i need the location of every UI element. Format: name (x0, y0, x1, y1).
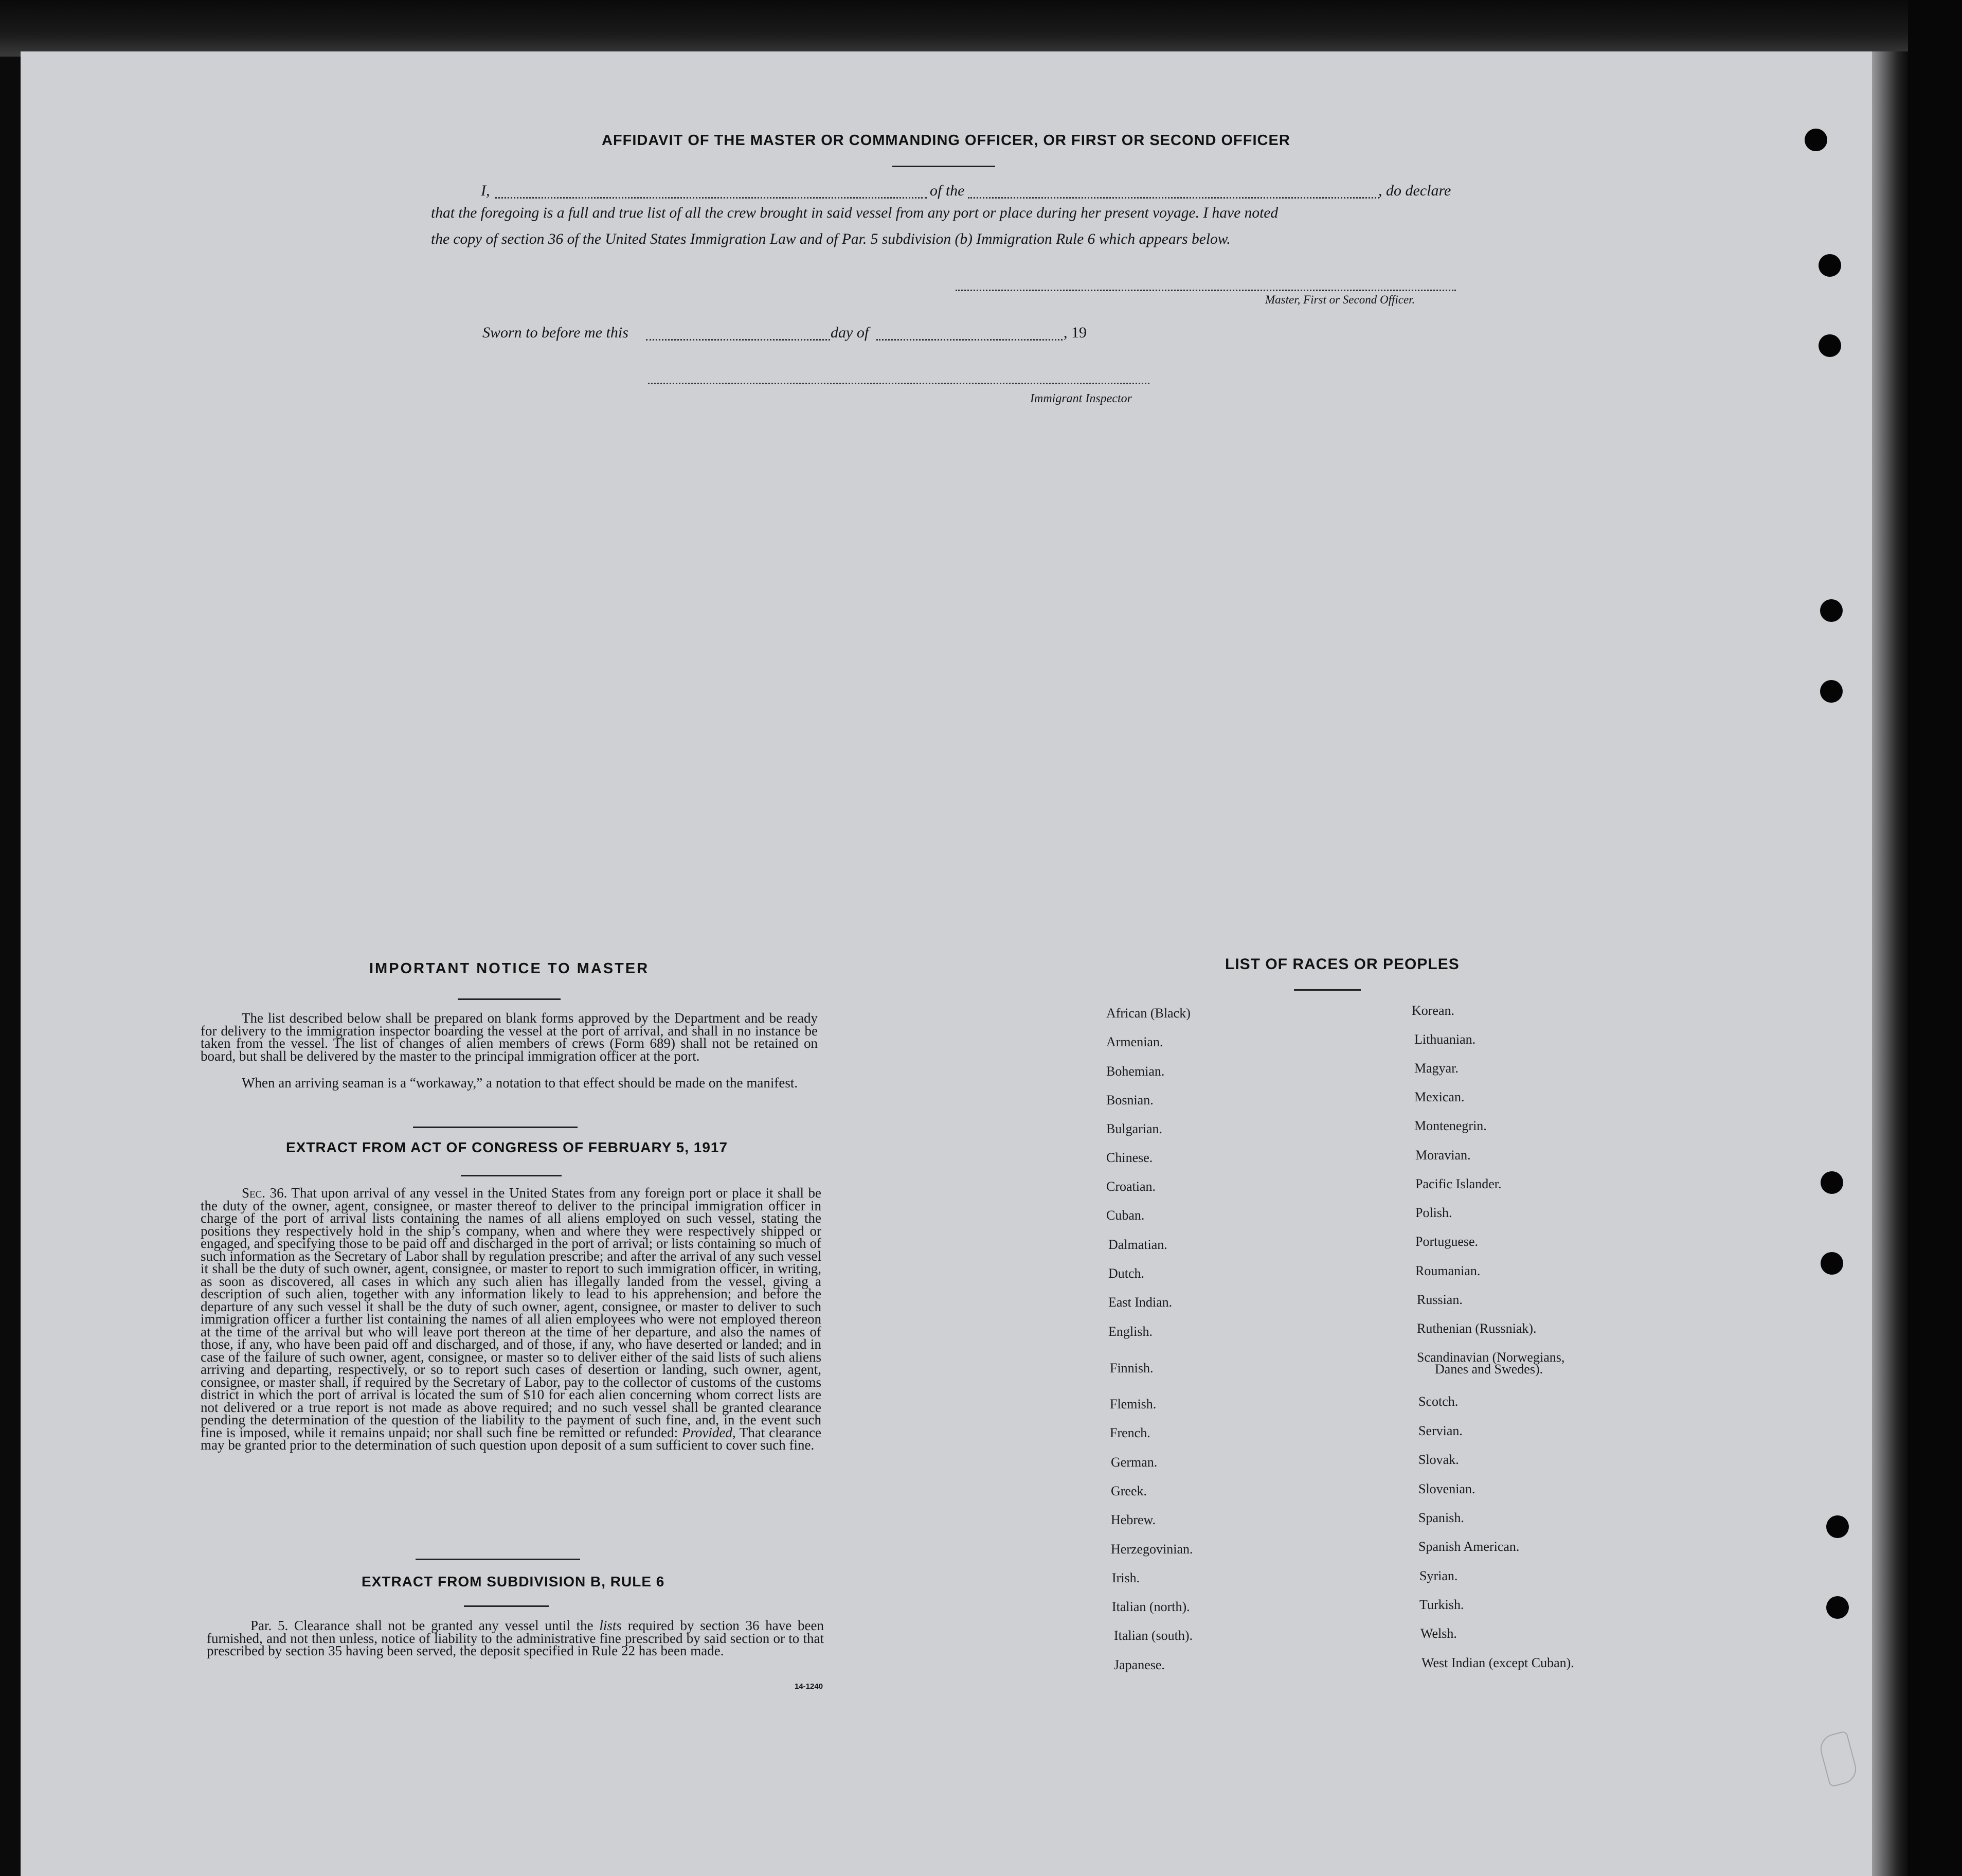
race-item: Italian (south). (1114, 1628, 1193, 1643)
affidavit-of-the-label: of the (930, 182, 965, 199)
race-item: Chinese. (1106, 1150, 1153, 1165)
rule-paragraph (207, 1619, 824, 1657)
race-item: Bulgarian. (1106, 1121, 1163, 1136)
race-item: West Indian (except Cuban). (1421, 1655, 1574, 1670)
race-item: Flemish. (1110, 1397, 1157, 1412)
notice-title: IMPORTANT NOTICE TO MASTER (369, 960, 650, 977)
rule-text-a: Par. 5. Clearance shall not be granted any vessel until the (250, 1618, 593, 1633)
race-item: Greek. (1111, 1484, 1147, 1498)
race-item: Spanish. (1418, 1510, 1464, 1525)
race-item: English. (1108, 1324, 1153, 1339)
race-item: Syrian. (1419, 1568, 1458, 1583)
extract-rule-title: EXTRACT FROM SUBDIVISION B, RULE 6 (362, 1574, 665, 1589)
race-item: Portuguese. (1415, 1234, 1479, 1249)
sworn-day-field[interactable] (646, 339, 830, 341)
day-of-label: day of (831, 324, 869, 341)
scan-top-border (0, 0, 1962, 57)
punch-hole-icon (1821, 1252, 1843, 1275)
race-item: Polish. (1415, 1205, 1452, 1220)
affidavit-i-label: I, (481, 182, 490, 199)
race-item: Dalmatian. (1108, 1237, 1167, 1252)
race-item: East Indian. (1108, 1295, 1173, 1310)
punch-hole-icon (1819, 254, 1841, 277)
race-item: Spanish American. (1418, 1539, 1520, 1554)
lists-word: lists (599, 1618, 622, 1633)
race-item: Scotch. (1418, 1394, 1459, 1409)
section-body: That upon arrival of any vessel in the United States from any foreign port or place it shall be the duty of the owner, agent, consignee, or master thereof to deliver to the principal immigration officer in charge of the port of arrival lists containing the names of all aliens employed on such vessel, stating the positions they respectively hold in the ship’s company, when and where they were respectively shipped or engaged, and specifying those to be paid off and discharged in the port of arrival; or lists containing so much of such information as the Secretary of Labor shall by regulation prescribe; and after the arrival of any such vessel it shall be the duty of such owner, agent, consignee, or master to report to such immigration officer, in writing, as soon as discovered, all cases in which any such alien has illegally landed from the vessel, giving a description of such alien, together with any information likely to lead to his apprehension; and before the departure of any such vessel it shall be the duty of such owner, agent, consignee, or master to deliver to such immigration officer a further list containing the names of all alien employees who were not employed thereon at the time of the arrival but who will leave port thereon at the time of her departure, and also the names of those, if any, who have been paid off and discharged, and of those, if any, who have deserted or landed; and in case of the failure of such owner, agent, consignee, or master so to deliver either of the said lists of such aliens arriving and departing, respectively, or so to report such cases of desertion or landing, such owner, agent, consignee, or master shall, if required by the Secretary of Labor, pay to the collector of customs of the customs district in which the port of arrival is located the sum of $10 for each alien concerning whom correct lists are not delivered or a true report is not made as above required; and no such vessel shall be granted clearance pending the determination of the question of the liability to the payment of such fine, and, in the event such fine is imposed, while it remains unpaid; nor shall such fine be remitted or refunded: (201, 1185, 822, 1440)
divider (458, 998, 561, 1000)
race-item: Servian. (1418, 1423, 1463, 1438)
scandinavian-continuation: Danes and Swedes). (1435, 1362, 1543, 1377)
notice-paragraph-2: When an arriving seaman is a “workaway,” a notation to that effect should be made on the manifest. (242, 1075, 798, 1091)
year-label: , 19 (1064, 324, 1087, 341)
notice-paragraph-1: The list described below shall be prepared on blank forms approved by the Department and be ready for delivery to the immigration inspector boarding the vessel at the port of arrival, and shall in no instance be taken from the vessel. The list of changes of alien members of crews (Form 689) shall not be retained on board, but shall be delivered by the master to the principal immigration officer at the port. (201, 1010, 818, 1064)
race-item: Cuban. (1106, 1208, 1145, 1223)
divider (416, 1559, 580, 1560)
race-item: Dutch. (1108, 1266, 1145, 1281)
vessel-field[interactable] (968, 197, 1379, 199)
form-number: 14-1240 (795, 1682, 823, 1691)
race-item: Armenian. (1106, 1034, 1163, 1049)
divider (461, 1175, 562, 1176)
race-item: Scandinavian (Norwegians, (1417, 1350, 1565, 1365)
race-item: Mexican. (1414, 1089, 1465, 1104)
punch-hole-icon (1805, 129, 1827, 151)
scan-right-border (1908, 0, 1962, 1876)
race-item: Croatian. (1106, 1179, 1156, 1194)
page-edge-shadow (1872, 51, 1908, 1876)
race-item: Moravian. (1415, 1148, 1471, 1163)
section-36-text (201, 1187, 821, 1452)
rule-text-b: required by section 36 have been furnished, and not then unless, notice of liability to the administrative fine prescribed by said section or to that prescribed by section 35 having been served, the deposit specified in Rule 22 has been made. (207, 1618, 824, 1658)
punch-hole-icon (1826, 1515, 1849, 1538)
race-item: Finnish. (1110, 1361, 1154, 1375)
inspector-signature-field[interactable] (648, 383, 1149, 384)
race-item: Turkish. (1419, 1597, 1464, 1612)
race-item: Slovenian. (1418, 1481, 1475, 1496)
race-item: Herzegovinian. (1111, 1542, 1193, 1557)
race-item: Slovak. (1418, 1452, 1459, 1467)
divider (892, 166, 995, 167)
race-item: Bosnian. (1106, 1093, 1154, 1107)
inspector-caption: Immigrant Inspector (1030, 392, 1132, 405)
affidavit-line-2: that the foregoing is a full and true list of all the crew brought in said vessel from any port or place during her present voyage. I have noted (431, 205, 1279, 221)
race-item: Montenegrin. (1414, 1118, 1487, 1133)
race-item: Lithuanian. (1414, 1032, 1476, 1047)
race-item: Pacific Islander. (1415, 1176, 1502, 1191)
sworn-month-field[interactable] (876, 339, 1063, 341)
punch-hole-icon (1819, 334, 1841, 357)
race-item: Magyar. (1414, 1061, 1459, 1076)
form-page (21, 51, 1872, 1876)
divider (1294, 989, 1361, 991)
race-item: African (Black) (1106, 1006, 1191, 1021)
officer-signature-field[interactable] (956, 290, 1456, 291)
race-item: Ruthenian (Russniak). (1417, 1321, 1537, 1336)
extract-act-title: EXTRACT FROM ACT OF CONGRESS OF FEBRUARY 5, 1917 (286, 1139, 728, 1155)
divider (413, 1127, 578, 1128)
race-item: Russian. (1417, 1292, 1463, 1307)
divider (464, 1605, 549, 1607)
affidavit-title: AFFIDAVIT OF THE MASTER OR COMMANDING OFFICER, OR FIRST OR SECOND OFFICER (602, 132, 1290, 149)
race-item: German. (1111, 1455, 1158, 1470)
affidavit-do-declare: , do declare (1378, 182, 1451, 199)
provided-word: Provided, (681, 1424, 736, 1440)
race-item: Welsh. (1420, 1626, 1457, 1641)
race-item: Irish. (1112, 1570, 1140, 1585)
race-item: Roumanian. (1415, 1263, 1481, 1278)
punch-hole-icon (1826, 1596, 1849, 1619)
officer-signature-caption: Master, First or Second Officer. (1265, 293, 1415, 306)
race-item: Italian (north). (1112, 1599, 1190, 1614)
race-item: Korean. (1412, 1003, 1455, 1018)
name-field[interactable] (495, 197, 927, 199)
sworn-label: Sworn to before me this (482, 324, 628, 341)
punch-hole-icon (1821, 1171, 1843, 1194)
race-item: French. (1110, 1425, 1150, 1440)
race-item: Japanese. (1114, 1657, 1165, 1672)
section-body-end: That clearance may be granted prior to the determination of such question upon deposit of a sum sufficient to cover such fine. (201, 1424, 822, 1453)
punch-hole-icon (1820, 680, 1843, 703)
race-item: Bohemian. (1106, 1064, 1165, 1079)
section-label: Sec. 36. (242, 1185, 287, 1201)
affidavit-line-3: the copy of section 36 of the United States Immigration Law and of Par. 5 subdivision (b) Immigration Rule 6 which appears below. (431, 231, 1231, 247)
punch-hole-icon (1820, 599, 1843, 622)
races-title: LIST OF RACES OR PEOPLES (1225, 956, 1460, 973)
race-item: Hebrew. (1111, 1512, 1156, 1527)
